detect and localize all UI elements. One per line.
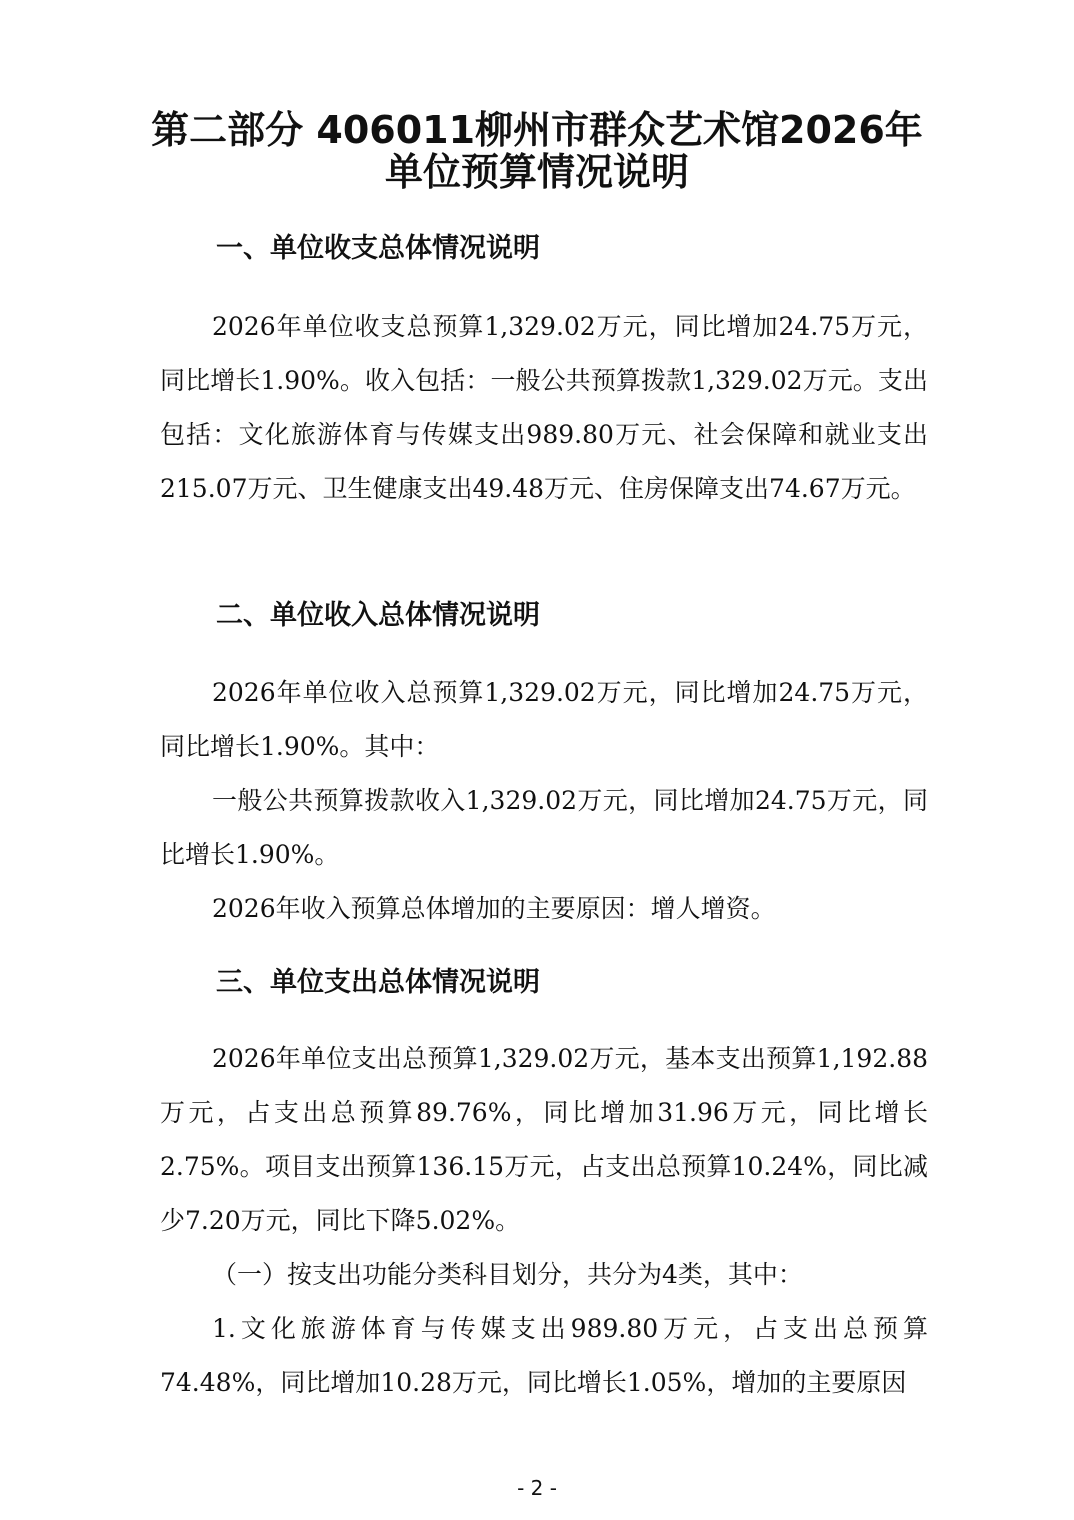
page-number: - 2 - <box>517 1476 557 1500</box>
document-title-line-1: 第二部分 406011柳州市群众艺术馆2026年 <box>151 108 923 152</box>
section-2-paragraph-3: 2026年收入预算总体增加的主要原因：增人增资。 <box>212 894 776 923</box>
section-2-paragraph-2: 一般公共预算拨款收入1,329.02万元，同比增加24.75万元，同比增长1.90%。 <box>160 786 928 869</box>
document-title-line-2: 单位预算情况说明 <box>384 150 689 194</box>
section-3-paragraph-2: （一）按支出功能分类科目划分，共分为4类，其中： <box>212 1260 803 1289</box>
section-heading-2: 二、单位收入总体情况说明 <box>216 600 540 631</box>
section-3-paragraph-1: 2026年单位支出总预算1,329.02万元，基本支出预算1,192.88万元，占支出总预算89.76%，同比增加31.96万元，同比增长2.75%。项目支出预算136.15万元，占支出总预算10.24%，同比减少7.20万元，同比下降5.02%。 <box>160 1044 928 1235</box>
section-2-paragraph-1: 2026年单位收入总预算1,329.02万元，同比增加24.75万元，同比增长1.90%。其中： <box>160 678 928 761</box>
section-heading-1: 一、单位收支总体情况说明 <box>216 233 540 264</box>
section-1-paragraph-1: 2026年单位收支总预算1,329.02万元，同比增加24.75万元，同比增长1.90%。收入包括：一般公共预算拨款1,329.02万元。支出包括：文化旅游体育与传媒支出989.80万元、社会保障和就业支出215.07万元、卫生健康支出49.48万元、住房保障支出74.67万元。 <box>160 312 928 503</box>
section-3-paragraph-3: 1.文化旅游体育与传媒支出989.80万元，占支出总预算74.48%，同比增加10.28万元，同比增长1.05%，增加的主要原因 <box>160 1314 928 1397</box>
section-heading-3: 三、单位支出总体情况说明 <box>216 967 540 998</box>
